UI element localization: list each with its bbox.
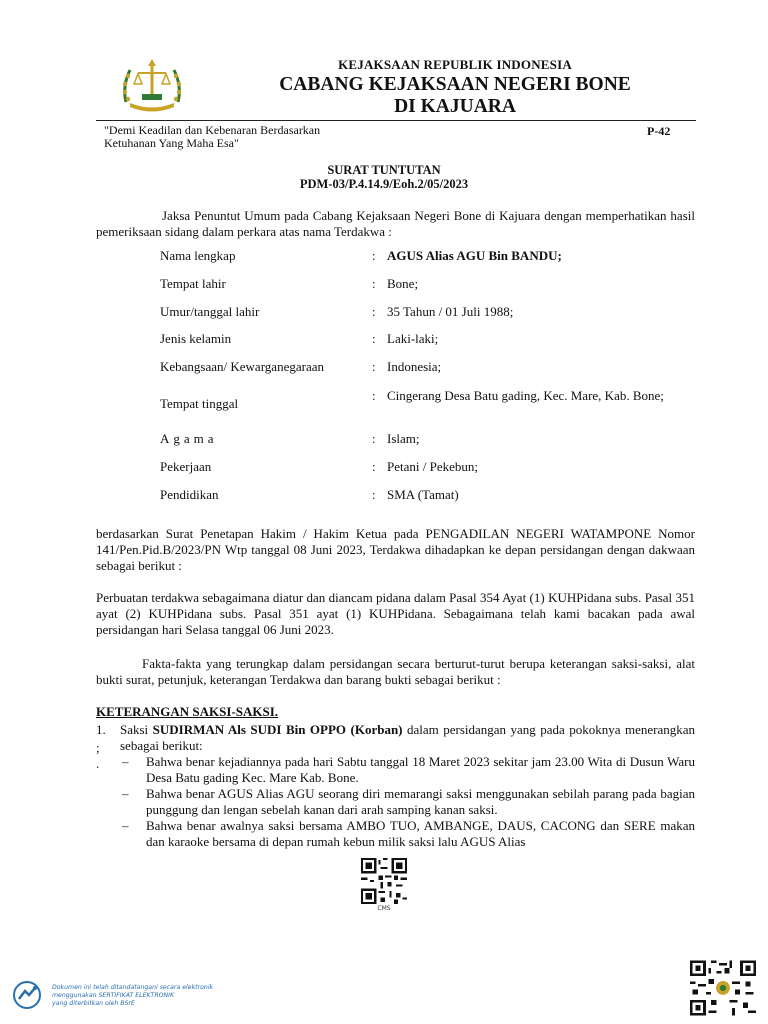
identity-label-nationality: Kebangsaan/ Kewarganegaraan [160,359,324,374]
bullet-dash: – [122,786,129,801]
bsre-line-1: Dokumen ini telah ditandatangani secara elektronik [52,984,214,991]
identity-colon: : [372,331,376,346]
identity-value-occupation: Petani / Pekebun; [387,459,478,474]
identity-value-birthplace: Bone; [387,276,419,291]
paragraph-court-order: berdasarkan Surat Penetapan Hakim / Hakim Ketua pada PENGADILAN NEGERI WATAMPONE Nomor 141/Pen.Pid.B/2023/PN Wtp tanggal 08 Juni 2023, Terdakwa dihadapkan ke depan persidangan dengan dakwaan sebagai berikut : [96,526,695,573]
witness-intro [120,722,695,754]
bullet-dash: – [122,754,129,769]
witness-suffix: dalam persidangan yang pada pokoknya menerangkan sebagai berikut: [120,722,695,753]
identity-value-education: SMA (Tamat) [387,487,459,502]
identity-colon: : [372,248,376,263]
header-divider [96,120,696,121]
identity-colon: : [372,388,376,403]
kejaksaan-emblem-logo [116,56,188,112]
qr-code-label: CMS [377,905,391,912]
stray-mark: ; [96,740,100,755]
identity-value-age: 35 Tahun / 01 Juli 1988; [387,304,514,319]
header-line-3: DI KAJUARA [394,96,516,117]
identity-label-birthplace: Tempat lahir [160,276,226,291]
identity-colon: : [372,487,376,502]
identity-colon: : [372,431,376,446]
document-number: PDM-03/P.4.14.9/Eoh.2/05/2023 [299,177,469,191]
identity-colon: : [372,276,376,291]
header-line-1: KEJAKSAAN REPUBLIK INDONESIA [338,57,572,72]
intro-paragraph: Jaksa Penuntut Umum pada Cabang Kejaksaan Negeri Bone di Kajuara dengan memperhatikan hasil pemeriksaan sidang dalam perkara atas nama Terdakwa : [96,208,695,239]
bullet-dash: – [122,818,129,833]
witness-bullet: Bahwa benar awalnya saksi bersama AMBO TUO, AMBANGE, DAUS, CACONG dan SERE makan dan karaoke bersama di depan rumah kebun milik saksi lalu AGUS Alias [146,818,695,849]
document-title: SURAT TUNTUTAN [327,163,441,177]
header-line-2: CABANG KEJAKSAAN NEGERI BONE [279,74,631,95]
bsre-line-2: menggunakan SERTIFIKAT ELEKTRONIK [52,992,175,999]
motto-line-1: "Demi Keadilan dan Kebenaran Berdasarkan [104,123,321,137]
identity-value-religion: Islam; [387,431,420,446]
witness-bullet: Bahwa benar AGUS Alias AGU seorang diri memarangi saksi menggunakan sebilah parang pada bagian punggung dan lengan sebelah kanan dari arah samping kanan saksi. [146,786,695,817]
witness-number: 1. [96,722,106,737]
paragraph-facts: Fakta-fakta yang terungkap dalam persidangan secara berturut-turut berupa keterangan saksi-saksi, alat bukti surat, petunjuk, keterangan Terdakwa dan barang bukti sebagai berikut : [96,656,695,687]
signature-qr-code [690,960,756,1016]
identity-label-residence: Tempat tinggal [160,396,239,411]
identity-value-nationality: Indonesia; [387,359,442,374]
identity-label-name: Nama lengkap [160,248,236,263]
identity-colon: : [372,459,376,474]
paragraph-charges: Perbuatan terdakwa sebagaimana diatur dan diancam pidana dalam Pasal 354 Ayat (1) KUHPidana subs. Pasal 351 ayat (2) KUHPidana subs. Pasal 351 ayat (1) KUHPidana. Sebagaimana telah kami bacakan pada awal persidangan hari Selasa tanggal 06 Juni 2023. [96,590,695,637]
identity-label-occupation: Pekerjaan [160,459,212,474]
identity-value-name: AGUS Alias AGU Bin BANDU; [387,248,562,263]
witness-prefix: Saksi [120,722,153,737]
qr-code [361,858,407,904]
bsre-logo [12,980,42,1010]
identity-label-gender: Jenis kelamin [160,331,232,346]
identity-label-religion: Agama [160,431,218,446]
witness-name: SUDIRMAN Als SUDI Bin OPPO (Korban) [152,722,403,737]
motto-line-2: Ketuhanan Yang Maha Esa" [104,136,239,150]
identity-label-education: Pendidikan [160,487,219,502]
identity-value-residence: Cingerang Desa Batu gading, Kec. Mare, Kab. Bone; [387,388,664,403]
bsre-line-3: yang diterbitkan oleh BSrE [52,1000,135,1007]
identity-value-gender: Laki-laki; [387,331,439,346]
stray-mark: . [96,756,100,771]
witness-bullet: Bahwa benar kejadiannya pada hari Sabtu tanggal 18 Maret 2023 sekitar jam 23.00 Wita di Dusun Waru Desa Batu gading Kec. Mare Kab. Bone. [146,754,695,785]
motto [104,124,404,150]
identity-label-age: Umur/tanggal lahir [160,304,260,319]
bsre-notice [52,984,213,1008]
form-code: P-42 [647,124,671,138]
identity-colon: : [372,359,376,374]
identity-colon: : [372,304,376,319]
witness-section-heading: KETERANGAN SAKSI-SAKSI. [96,704,279,719]
